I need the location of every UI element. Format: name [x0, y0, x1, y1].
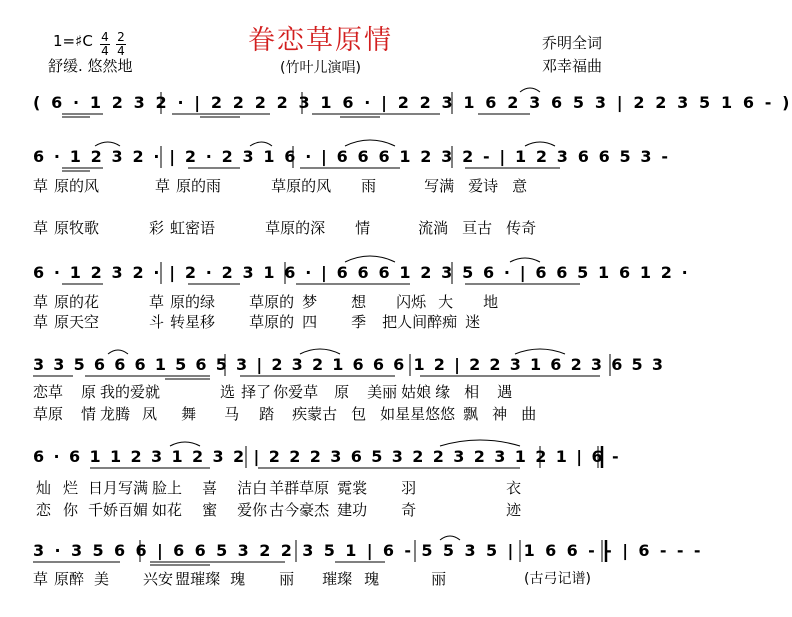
- tempo-marking: 舒缓. 悠然地: [48, 57, 133, 75]
- page-title: 眷恋草原情: [248, 25, 393, 56]
- score-line-5: 6 · 6 1 1 2 3 1 2 3 2 | 2 2 2 3 6 5 3 2 2 3 2 3 1 2 1 | 6 -: [33, 447, 621, 466]
- lyricist-credit: 乔明全词: [542, 34, 603, 52]
- singer-credit: (竹叶儿演唱): [280, 60, 361, 76]
- lyrics-line-4a: 恋草 原 我的爱就 选 择了 你爱草 原 美丽 姑娘 缘 相 遇: [33, 383, 513, 401]
- lyrics-line-2a: 草 原的风 草 原的雨 草原的风 雨 写满 爱诗 意: [33, 177, 528, 195]
- score-line-2: 6 · 1 2 3 2 · | 2 · 2 3 1 6 · | 6 6 6 1 2 3 2 - | 1 2 3 6 6 5 3 -: [33, 147, 671, 166]
- key-signature: 1=♯C: [53, 32, 93, 50]
- meter-2-4: 2 4: [117, 30, 125, 58]
- transcriber-credit: (古弓记谱): [524, 571, 591, 587]
- lyrics-line-3a: 草 原的花 草 原的绿 草原的 梦 想 闪烁 大 地: [33, 293, 499, 311]
- meter-4-4: 4 4: [101, 30, 109, 58]
- score-line-1: ( 6 · 1 2 3 2 · | 2 2 2 2 3 1 6 · | 2 2 3 1 6 2 3 6 5 3 | 2 2 3 5 1 6 - ): [33, 93, 792, 112]
- lyrics-line-6a: 草 原醉 美 兴安 盟璀璨 瑰 丽 璀璨 瑰 丽: [33, 570, 447, 588]
- lyrics-line-2b: 草 原牧歌 彩 虹密语 草原的深 情 流淌 亘古 传奇: [33, 219, 537, 237]
- lyrics-line-3b: 草 原天空 斗 转星移 草原的 四 季 把人间醉痴 迷: [33, 313, 481, 331]
- score-line-4: 3 3 5 6 6 6 1 5 6 5 3 | 2 3 2 1 6 6 6 1 2 | 2 2 3 1 6 2 3 6 5 3: [33, 355, 665, 374]
- composer-credit: 邓幸福曲: [542, 57, 603, 75]
- score-line-6: 3 · 3 5 6 6 | 6 6 5 3 2 2 3 5 1 | 6 - 5 5 3 5 | 1 6 6 - - | 6 - - -: [33, 541, 703, 560]
- score-line-3: 6 · 1 2 3 2 · | 2 · 2 3 1 6 · | 6 6 6 1 2 3 5 6 · | 6 6 5 1 6 1 2 ·: [33, 263, 690, 282]
- lyrics-line-4b: 草原 情 龙腾 凤 舞 马 踏 疾蒙古 包 如星星悠悠 飘 神 曲: [33, 405, 537, 423]
- lyrics-line-5b: 恋 你 千娇百媚 如花 蜜 爱你 古今豪杰 建功 奇 迹: [36, 501, 522, 519]
- lyrics-line-5a: 灿 烂 日月写满 脸上 喜 洁白 羊群草原 霓裳 羽 衣: [36, 479, 522, 497]
